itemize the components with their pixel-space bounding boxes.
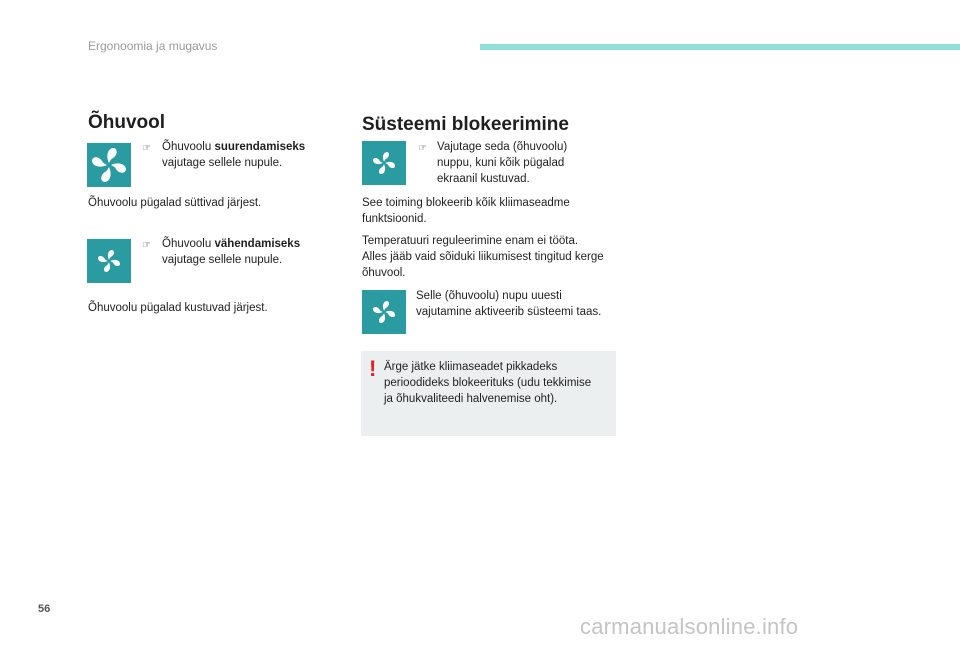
warning-exclamation-icon: ! <box>369 356 377 381</box>
section-title-system-lock: Süsteemi blokeerimine <box>362 114 569 135</box>
instruction-keyword: suurendamiseks <box>214 141 306 153</box>
paragraph-line: Temperatuuri reguleerimine enam ei tööta. <box>362 235 579 247</box>
instruction-lock <box>437 139 617 187</box>
paragraph-line: õhuvool. <box>362 267 406 279</box>
instruction-decrease <box>162 236 332 268</box>
instruction-prefix: Õhuvoolu <box>162 141 215 153</box>
instruction-line: Selle (õhuvoolu) nupu uuesti <box>416 290 562 302</box>
paragraph-line: funktsioonid. <box>362 213 427 225</box>
fan-small-icon <box>87 239 131 283</box>
instruction-line: Vajutage seda (õhuvoolu) <box>437 141 568 153</box>
paragraph-line: Alles jääb vaid sõiduki liikumisest tingitud kerge <box>362 251 604 263</box>
instruction-rest: vajutage sellele nupule. <box>162 254 283 266</box>
fan-large-icon <box>87 143 131 187</box>
instruction-rest: vajutage sellele nupule. <box>162 157 283 169</box>
bullet-icon: ☞ <box>418 143 427 154</box>
instruction-prefix: Õhuvoolu <box>162 238 215 250</box>
fan-small-icon <box>362 290 406 334</box>
page-number: 56 <box>38 603 51 615</box>
bullet-icon: ☞ <box>142 240 151 251</box>
warning-line: Ärge jätke kliimaseadet pikkadeks <box>384 361 558 373</box>
section-title-airflow: Õhuvool <box>88 112 166 133</box>
header-accent-bar <box>480 44 960 50</box>
fan-small-icon <box>362 141 406 185</box>
instruction-keyword: vähendamiseks <box>214 238 301 250</box>
instruction-line: ekraanil kustuvad. <box>437 173 530 185</box>
section-header: Ergonoomia ja mugavus <box>88 39 218 53</box>
warning-line: ja õhukvaliteedi halvenemise oht). <box>384 393 558 405</box>
note-steps-off: Õhuvoolu pügalad kustuvad järjest. <box>88 302 268 314</box>
note-steps-light: Õhuvoolu pügalad süttivad järjest. <box>88 197 262 209</box>
instruction-increase <box>162 139 332 171</box>
warning-text <box>384 359 612 407</box>
watermark: carmanualsonline.info <box>580 614 799 639</box>
instruction-reactivate <box>416 288 616 320</box>
instruction-line: vajutamine aktiveerib süsteemi taas. <box>416 306 602 318</box>
warning-line: perioodideks blokeerituks (udu tekkimise <box>384 377 592 389</box>
instruction-line: nuppu, kuni kõik pügalad <box>437 157 565 169</box>
paragraph-lock-effect <box>362 195 617 227</box>
paragraph-line: See toiming blokeerib kõik kliimaseadme <box>362 197 570 209</box>
bullet-icon: ☞ <box>142 143 151 154</box>
paragraph-temperature <box>362 233 622 281</box>
